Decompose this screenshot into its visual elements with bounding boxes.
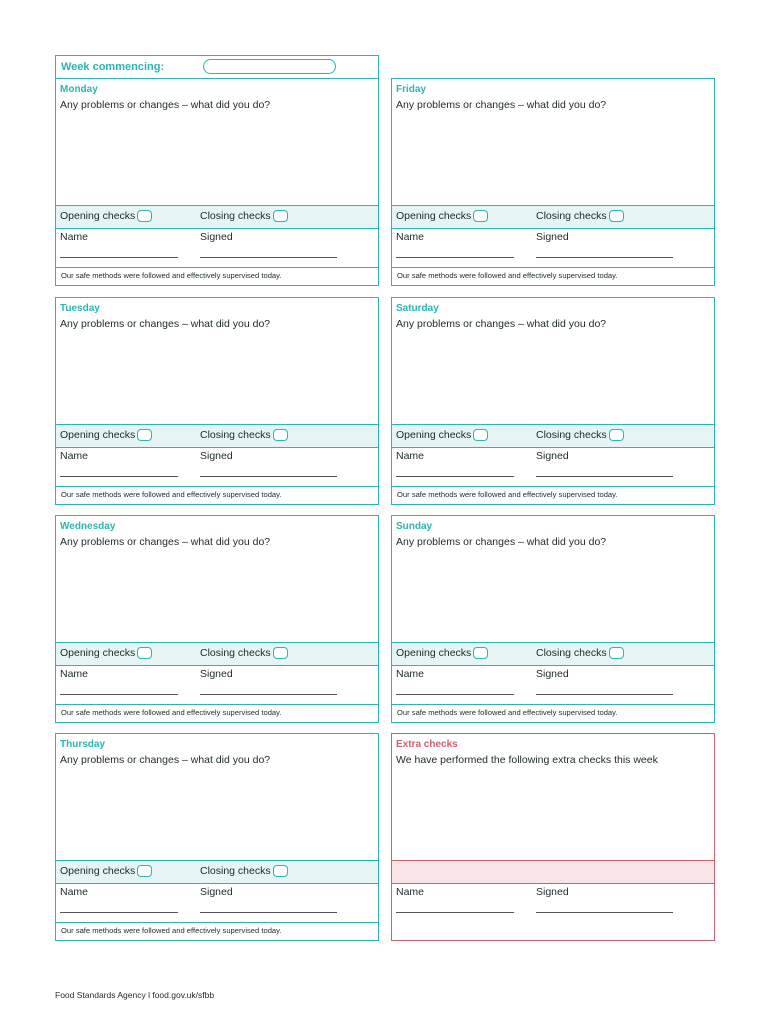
- opening-checks-checkbox[interactable]: [137, 647, 152, 659]
- day-card-friday: [391, 78, 715, 286]
- signed-label: Signed: [200, 231, 233, 243]
- extra-checks-text: We have performed the following extra checks this week: [396, 754, 658, 766]
- closing-checks-label: Closing checks: [536, 210, 607, 222]
- day-card-wednesday: [55, 515, 379, 723]
- opening-checks-label: Opening checks: [396, 210, 472, 222]
- signed-label: Signed: [200, 450, 233, 462]
- name-line[interactable]: [396, 912, 514, 913]
- opening-checks-checkbox[interactable]: [137, 429, 152, 441]
- name-line[interactable]: [60, 912, 178, 913]
- statement-text: Our safe methods were followed and effectively supervised today.: [61, 926, 282, 935]
- signed-label: Signed: [536, 231, 569, 243]
- statement-row: [56, 704, 378, 722]
- signed-line[interactable]: [536, 257, 673, 258]
- name-line[interactable]: [396, 257, 514, 258]
- week-commencing-label: Week commencing:: [61, 61, 165, 73]
- opening-checks-checkbox[interactable]: [137, 210, 152, 222]
- extra-checks-title: Extra checks: [396, 739, 458, 750]
- opening-checks-checkbox[interactable]: [473, 647, 488, 659]
- day-title: Sunday: [396, 521, 433, 532]
- footer-text: Food Standards Agency l food.gov.uk/sfbb: [55, 990, 215, 1000]
- opening-checks-label: Opening checks: [60, 210, 136, 222]
- statement-row: [392, 486, 714, 504]
- day-card-tuesday: [55, 297, 379, 505]
- name-label: Name: [396, 450, 425, 462]
- signed-label: Signed: [536, 668, 569, 680]
- closing-checks-checkbox[interactable]: [273, 210, 288, 222]
- opening-checks-label: Opening checks: [60, 865, 136, 877]
- statement-text: Our safe methods were followed and effectively supervised today.: [61, 490, 282, 499]
- opening-checks-checkbox[interactable]: [473, 210, 488, 222]
- closing-checks-label: Closing checks: [536, 647, 607, 659]
- day-title: Saturday: [396, 303, 439, 314]
- statement-text: Our safe methods were followed and effectively supervised today.: [397, 490, 618, 499]
- checks-row: [56, 860, 378, 884]
- closing-checks-checkbox[interactable]: [609, 210, 624, 222]
- name-label: Name: [60, 886, 89, 898]
- day-card-thursday: [55, 733, 379, 941]
- closing-checks-label: Closing checks: [200, 865, 271, 877]
- problems-question: Any problems or changes – what did you do?: [60, 536, 271, 548]
- checks-row: [56, 424, 378, 448]
- statement-row: [392, 704, 714, 722]
- signed-line[interactable]: [536, 912, 673, 913]
- name-label: Name: [60, 668, 89, 680]
- signed-label: Signed: [536, 450, 569, 462]
- statement-text: Our safe methods were followed and effectively supervised today.: [61, 271, 282, 280]
- opening-checks-label: Opening checks: [396, 647, 472, 659]
- signed-label: Signed: [536, 886, 569, 898]
- closing-checks-checkbox[interactable]: [609, 647, 624, 659]
- extra-checks-card: [391, 733, 715, 941]
- signed-line[interactable]: [200, 912, 337, 913]
- signed-line[interactable]: [200, 257, 337, 258]
- opening-checks-label: Opening checks: [396, 429, 472, 441]
- closing-checks-label: Closing checks: [200, 210, 271, 222]
- week-commencing-field[interactable]: [203, 59, 336, 74]
- name-line[interactable]: [60, 694, 178, 695]
- checks-row: [392, 205, 714, 229]
- opening-checks-label: Opening checks: [60, 647, 136, 659]
- signed-line[interactable]: [536, 694, 673, 695]
- statement-text: Our safe methods were followed and effectively supervised today.: [397, 708, 618, 717]
- day-card-monday: [55, 78, 379, 286]
- signed-label: Signed: [200, 668, 233, 680]
- day-card-sunday: [391, 515, 715, 723]
- checks-row: [392, 642, 714, 666]
- checks-row: [56, 642, 378, 666]
- statement-text: Our safe methods were followed and effectively supervised today.: [397, 271, 618, 280]
- week-commencing-header: [55, 55, 379, 79]
- name-line[interactable]: [60, 476, 178, 477]
- name-label: Name: [396, 886, 425, 898]
- opening-checks-label: Opening checks: [60, 429, 136, 441]
- statement-text: Our safe methods were followed and effectively supervised today.: [61, 708, 282, 717]
- closing-checks-checkbox[interactable]: [273, 647, 288, 659]
- statement-row: [56, 922, 378, 940]
- name-label: Name: [396, 668, 425, 680]
- signed-label: Signed: [200, 886, 233, 898]
- closing-checks-checkbox[interactable]: [273, 429, 288, 441]
- problems-question: Any problems or changes – what did you do?: [396, 536, 607, 548]
- opening-checks-checkbox[interactable]: [473, 429, 488, 441]
- name-line[interactable]: [60, 257, 178, 258]
- day-title: Tuesday: [60, 303, 100, 314]
- closing-checks-label: Closing checks: [536, 429, 607, 441]
- opening-checks-checkbox[interactable]: [137, 865, 152, 877]
- day-title: Wednesday: [60, 521, 116, 532]
- checks-row: [392, 424, 714, 448]
- name-line[interactable]: [396, 694, 514, 695]
- name-line[interactable]: [396, 476, 514, 477]
- problems-question: Any problems or changes – what did you do?: [396, 318, 607, 330]
- name-label: Name: [60, 231, 89, 243]
- statement-row: [56, 486, 378, 504]
- closing-checks-label: Closing checks: [200, 647, 271, 659]
- signed-line[interactable]: [200, 476, 337, 477]
- problems-question: Any problems or changes – what did you do?: [396, 99, 607, 111]
- closing-checks-checkbox[interactable]: [609, 429, 624, 441]
- statement-row: [56, 267, 378, 285]
- closing-checks-label: Closing checks: [200, 429, 271, 441]
- signed-line[interactable]: [200, 694, 337, 695]
- problems-question: Any problems or changes – what did you do?: [60, 754, 271, 766]
- day-title: Thursday: [60, 739, 106, 750]
- day-title: Friday: [396, 84, 427, 95]
- closing-checks-checkbox[interactable]: [273, 865, 288, 877]
- name-label: Name: [396, 231, 425, 243]
- problems-question: Any problems or changes – what did you do?: [60, 318, 271, 330]
- name-label: Name: [60, 450, 89, 462]
- problems-question: Any problems or changes – what did you do?: [60, 99, 271, 111]
- day-title: Monday: [60, 84, 98, 95]
- signed-line[interactable]: [536, 476, 673, 477]
- extra-band: [392, 860, 714, 884]
- checks-row: [56, 205, 378, 229]
- day-card-saturday: [391, 297, 715, 505]
- statement-row: [392, 267, 714, 285]
